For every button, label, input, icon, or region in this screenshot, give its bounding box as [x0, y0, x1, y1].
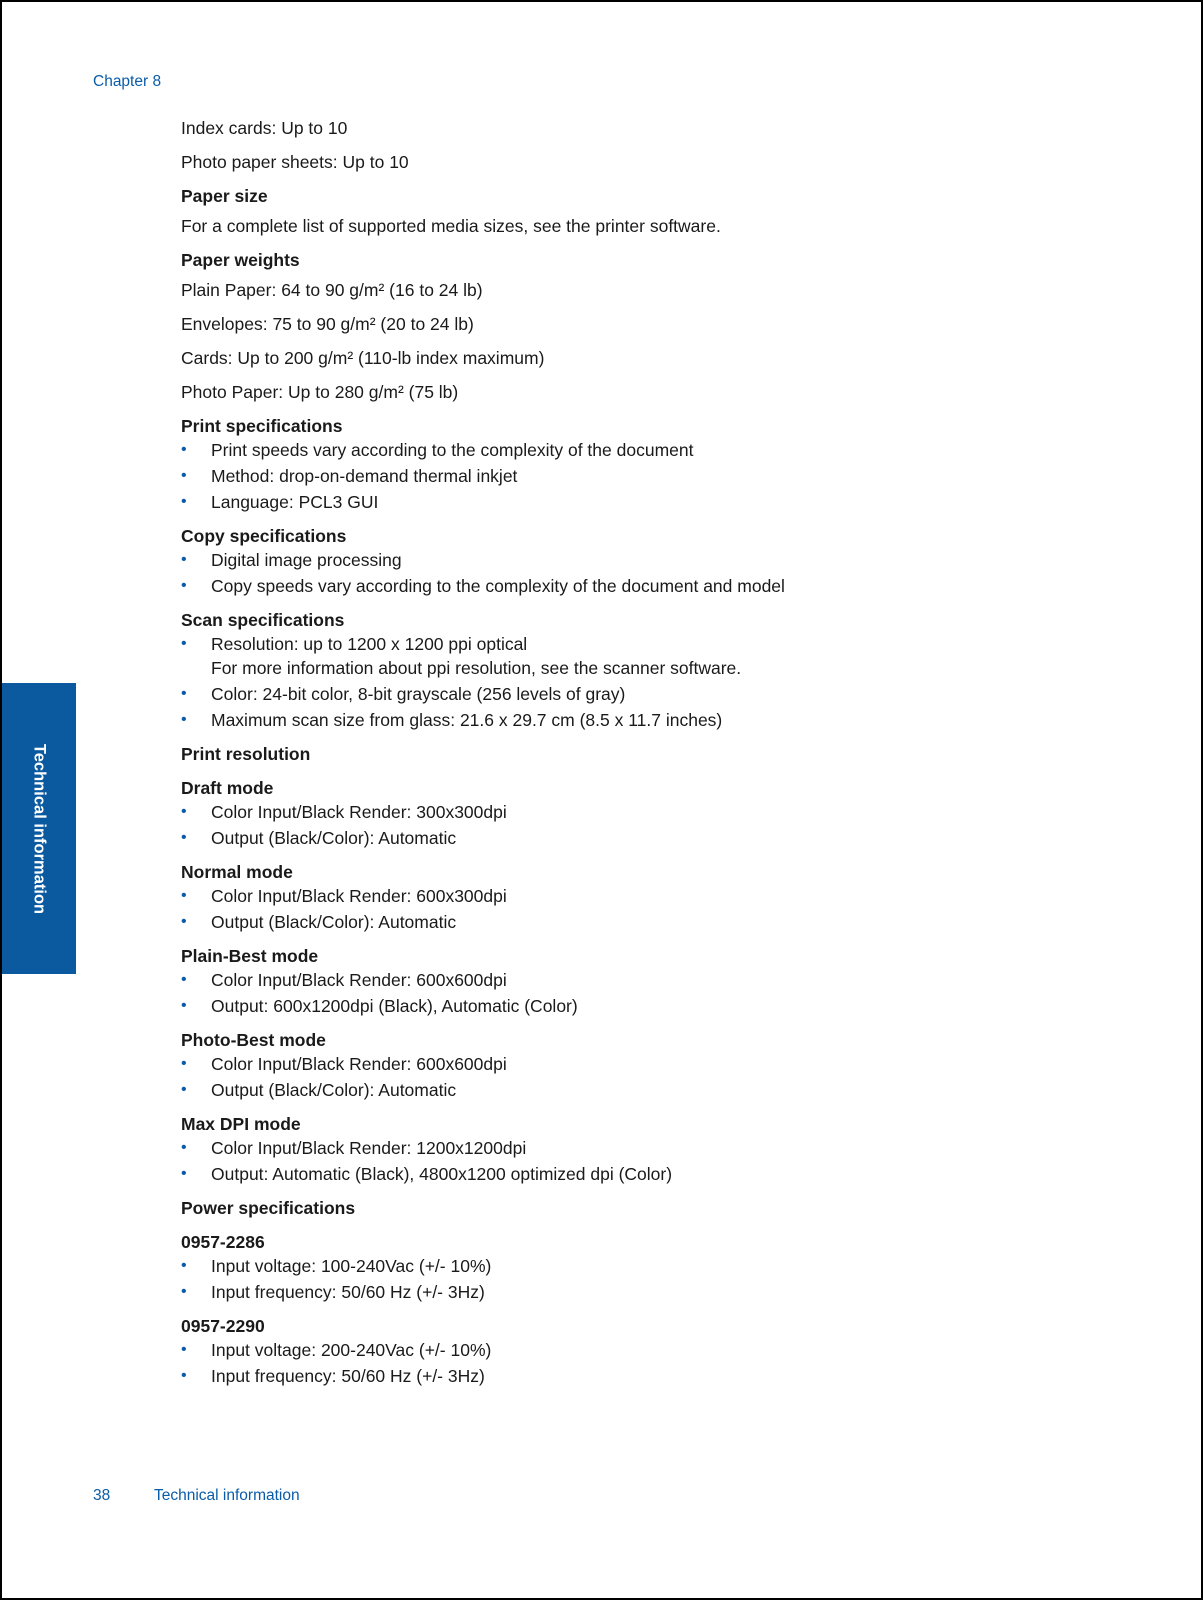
- list-item-text: Input voltage: 100-240Vac (+/- 10%): [211, 1256, 492, 1276]
- list-item: [181, 682, 1141, 706]
- bullet-list: [181, 632, 1141, 732]
- list-item-text: Input frequency: 50/60 Hz (+/- 3Hz): [211, 1282, 485, 1302]
- list-item-text: Digital image processing: [211, 550, 402, 570]
- weight-line: Cards: Up to 200 g/m² (110-lb index maximum): [181, 348, 545, 368]
- bullet-icon: •: [181, 829, 187, 846]
- bullet-icon: •: [181, 913, 187, 930]
- bullet-icon: •: [181, 493, 187, 510]
- tray-line: Index cards: Up to 10: [181, 118, 348, 138]
- list-item-text: Input voltage: 200-240Vac (+/- 10%): [211, 1340, 492, 1360]
- section-heading: Print resolution: [181, 744, 311, 764]
- list-item-text: Method: drop-on-demand thermal inkjet: [211, 466, 518, 486]
- footer-title: Technical information: [154, 1487, 300, 1504]
- list-item: [181, 632, 1141, 680]
- bullet-icon: •: [181, 711, 187, 728]
- list-item: [181, 1052, 1141, 1076]
- bullet-icon: •: [181, 1257, 187, 1274]
- subsection-heading: 0957-2290: [181, 1316, 265, 1336]
- list-item-text: Input frequency: 50/60 Hz (+/- 3Hz): [211, 1366, 485, 1386]
- side-tab: [2, 683, 76, 974]
- list-item: [181, 464, 1141, 488]
- section-heading: Print specifications: [181, 416, 343, 436]
- bullet-list: [181, 1338, 1141, 1388]
- list-item: [181, 910, 1141, 934]
- subsection-heading: 0957-2286: [181, 1232, 265, 1252]
- list-item: [181, 548, 1141, 572]
- bullet-icon: •: [181, 997, 187, 1014]
- weight-line: Photo Paper: Up to 280 g/m² (75 lb): [181, 382, 459, 402]
- bullet-icon: •: [181, 577, 187, 594]
- list-item: [181, 438, 1141, 462]
- weight-line: Envelopes: 75 to 90 g/m² (20 to 24 lb): [181, 314, 474, 334]
- bullet-icon: •: [181, 441, 187, 458]
- list-item-text: Output (Black/Color): Automatic: [211, 1080, 457, 1100]
- bullet-icon: •: [181, 887, 187, 904]
- list-item-text: Print speeds vary according to the complexity of the document: [211, 440, 694, 460]
- bullet-icon: •: [181, 467, 187, 484]
- list-item: [181, 1254, 1141, 1278]
- subsection-heading: Photo-Best mode: [181, 1030, 326, 1050]
- subsection-heading: Max DPI mode: [181, 1114, 301, 1134]
- list-item-text: Output: 600x1200dpi (Black), Automatic (Color): [211, 996, 578, 1016]
- paragraph: For a complete list of supported media sizes, see the printer software.: [181, 216, 721, 236]
- list-item: [181, 574, 1141, 598]
- list-item: [181, 800, 1141, 824]
- list-item: [181, 1338, 1141, 1362]
- bullet-list: [181, 548, 1141, 598]
- list-item: [181, 1078, 1141, 1102]
- bullet-icon: •: [181, 1139, 187, 1156]
- list-item-text: Resolution: up to 1200 x 1200 ppi optical: [211, 634, 528, 654]
- section-heading: Paper size: [181, 186, 268, 206]
- side-tab-label: Technical information: [30, 743, 49, 914]
- list-item: [181, 1162, 1141, 1186]
- bullet-list: [181, 1136, 1141, 1186]
- bullet-icon: •: [181, 685, 187, 702]
- list-item-text: Color Input/Black Render: 1200x1200dpi: [211, 1138, 527, 1158]
- list-item-text: Color Input/Black Render: 300x300dpi: [211, 802, 507, 822]
- bullet-list: [181, 884, 1141, 934]
- bullet-icon: •: [181, 1341, 187, 1358]
- bullet-icon: •: [181, 1367, 187, 1384]
- list-item: [181, 1280, 1141, 1304]
- list-item-text: Color: 24-bit color, 8-bit grayscale (256 levels of gray): [211, 684, 626, 704]
- list-item: [181, 968, 1141, 992]
- list-item-note: For more information about ppi resolution, see the scanner software.: [211, 658, 742, 678]
- section-heading: Paper weights: [181, 250, 300, 270]
- list-item-text: Language: PCL3 GUI: [211, 492, 379, 512]
- section-heading: Power specifications: [181, 1198, 356, 1218]
- list-item-text: Color Input/Black Render: 600x300dpi: [211, 886, 507, 906]
- tray-line: Photo paper sheets: Up to 10: [181, 152, 409, 172]
- list-item: [181, 884, 1141, 908]
- list-item-text: Output: Automatic (Black), 4800x1200 optimized dpi (Color): [211, 1164, 673, 1184]
- list-item-text: Color Input/Black Render: 600x600dpi: [211, 1054, 507, 1074]
- list-item-text: Output (Black/Color): Automatic: [211, 912, 457, 932]
- bullet-icon: •: [181, 1055, 187, 1072]
- bullet-icon: •: [181, 971, 187, 988]
- list-item: [181, 826, 1141, 850]
- bullet-icon: •: [181, 1283, 187, 1300]
- subsection-heading: Normal mode: [181, 862, 293, 882]
- subsection-heading: Plain-Best mode: [181, 946, 319, 966]
- list-item-text: Maximum scan size from glass: 21.6 x 29.7 cm (8.5 x 11.7 inches): [211, 710, 723, 730]
- bullet-icon: •: [181, 635, 187, 652]
- page-number: 38: [93, 1487, 111, 1504]
- bullet-icon: •: [181, 1081, 187, 1098]
- bullet-list: [181, 1052, 1141, 1102]
- weight-line: Plain Paper: 64 to 90 g/m² (16 to 24 lb): [181, 280, 483, 300]
- list-item-text: Output (Black/Color): Automatic: [211, 828, 457, 848]
- page-content: [181, 116, 1141, 1398]
- bullet-list: [181, 800, 1141, 850]
- list-item: [181, 994, 1141, 1018]
- list-item-text: Copy speeds vary according to the complexity of the document and model: [211, 576, 785, 596]
- chapter-label: Chapter 8: [93, 73, 162, 90]
- bullet-icon: •: [181, 1165, 187, 1182]
- bullet-icon: •: [181, 551, 187, 568]
- section-heading: Scan specifications: [181, 610, 345, 630]
- bullet-list: [181, 968, 1141, 1018]
- subsection-heading: Draft mode: [181, 778, 274, 798]
- list-item: [181, 1136, 1141, 1160]
- section-heading: Copy specifications: [181, 526, 347, 546]
- list-item: [181, 1364, 1141, 1388]
- bullet-list: [181, 438, 1141, 514]
- list-item: [181, 708, 1141, 732]
- list-item-text: Color Input/Black Render: 600x600dpi: [211, 970, 507, 990]
- bullet-icon: •: [181, 803, 187, 820]
- bullet-list: [181, 1254, 1141, 1304]
- list-item: [181, 490, 1141, 514]
